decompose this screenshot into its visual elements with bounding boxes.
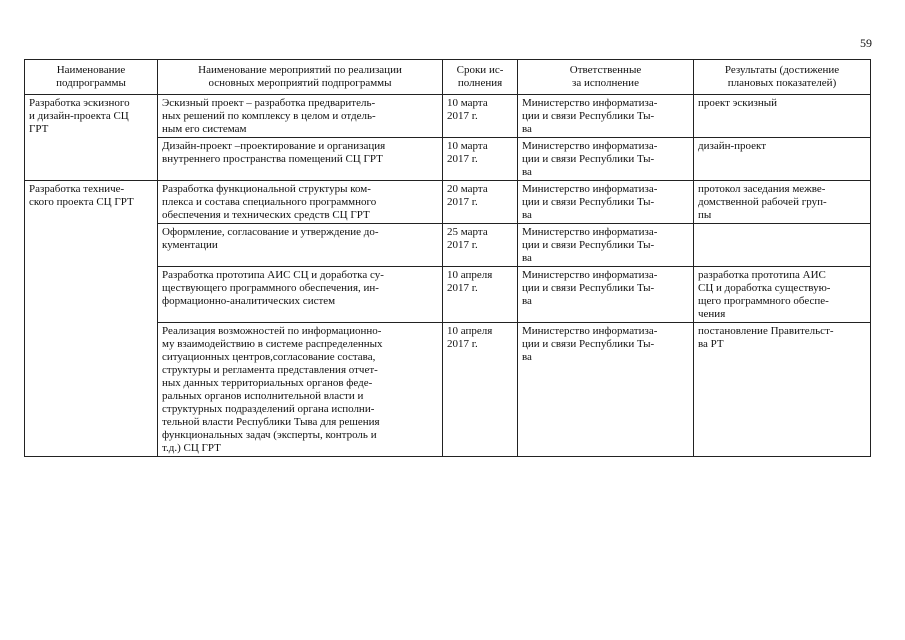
header-deadline: Сроки ис- полнения (443, 60, 518, 95)
activity-cell: Реализация возможностей по информационно- му взаимодействию в системе распределенных ситуационных центров,согласование состава, структуры и регламента представления отчет- ных данных территориальных органов феде- ральных органов исполнительной власти и структурных подразделений органа исполни- тельной власти Республики Тыва для решения функциональных задач (эксперты, контроль и т.д.) СЦ ГРТ (158, 323, 443, 457)
result-cell (694, 224, 871, 267)
responsible-cell: Министерство информатиза- ции и связи Республики Ты- ва (518, 267, 694, 323)
deadline-cell: 25 марта 2017 г. (443, 224, 518, 267)
page-number: 59 (860, 36, 872, 50)
responsible-cell: Министерство информатиза- ции и связи Республики Ты- ва (518, 138, 694, 181)
subprogram-activities-table (24, 59, 871, 457)
result-cell: дизайн-проект (694, 138, 871, 181)
responsible-cell: Министерство информатиза- ции и связи Республики Ты- ва (518, 323, 694, 457)
responsible-cell: Министерство информатиза- ции и связи Республики Ты- ва (518, 224, 694, 267)
header-results: Результаты (достижение плановых показателей) (694, 60, 871, 95)
subprogram-cell: Разработка техниче- ского проекта СЦ ГРТ (25, 181, 158, 457)
table-row (25, 181, 871, 224)
activity-cell: Разработка функциональной структуры ком- плекса и состава специального программного обеспечения и технических средств СЦ ГРТ (158, 181, 443, 224)
deadline-cell: 10 марта 2017 г. (443, 138, 518, 181)
header-subprogram: Наименование подпрограммы (25, 60, 158, 95)
activity-cell: Разработка прототипа АИС СЦ и доработка су- ществующего программного обеспечения, ин- формационно-аналитических систем (158, 267, 443, 323)
activity-cell: Дизайн-проект –проектирование и организация внутреннего пространства помещений СЦ ГРТ (158, 138, 443, 181)
responsible-cell: Министерство информатиза- ции и связи Республики Ты- ва (518, 95, 694, 138)
responsible-cell: Министерство информатиза- ции и связи Республики Ты- ва (518, 181, 694, 224)
deadline-cell: 20 марта 2017 г. (443, 181, 518, 224)
table-header-row (25, 60, 871, 95)
result-cell: разработка прототипа АИС СЦ и доработка существую- щего программного обеспе- чения (694, 267, 871, 323)
deadline-cell: 10 апреля 2017 г. (443, 267, 518, 323)
table-row (25, 95, 871, 138)
deadline-cell: 10 марта 2017 г. (443, 95, 518, 138)
activity-cell: Эскизный проект – разработка предваритель- ных решений по комплексу в целом и отдель- ным его системам (158, 95, 443, 138)
subprogram-cell: Разработка эскизного и дизайн-проекта СЦ ГРТ (25, 95, 158, 181)
result-cell: проект эскизный (694, 95, 871, 138)
header-activities: Наименование мероприятий по реализации основных мероприятий подпрограммы (158, 60, 443, 95)
deadline-cell: 10 апреля 2017 г. (443, 323, 518, 457)
result-cell: постановление Правительст- ва РТ (694, 323, 871, 457)
activity-cell: Оформление, согласование и утверждение до- кументации (158, 224, 443, 267)
header-responsible: Ответственные за исполнение (518, 60, 694, 95)
result-cell: протокол заседания межве- домственной рабочей груп- пы (694, 181, 871, 224)
